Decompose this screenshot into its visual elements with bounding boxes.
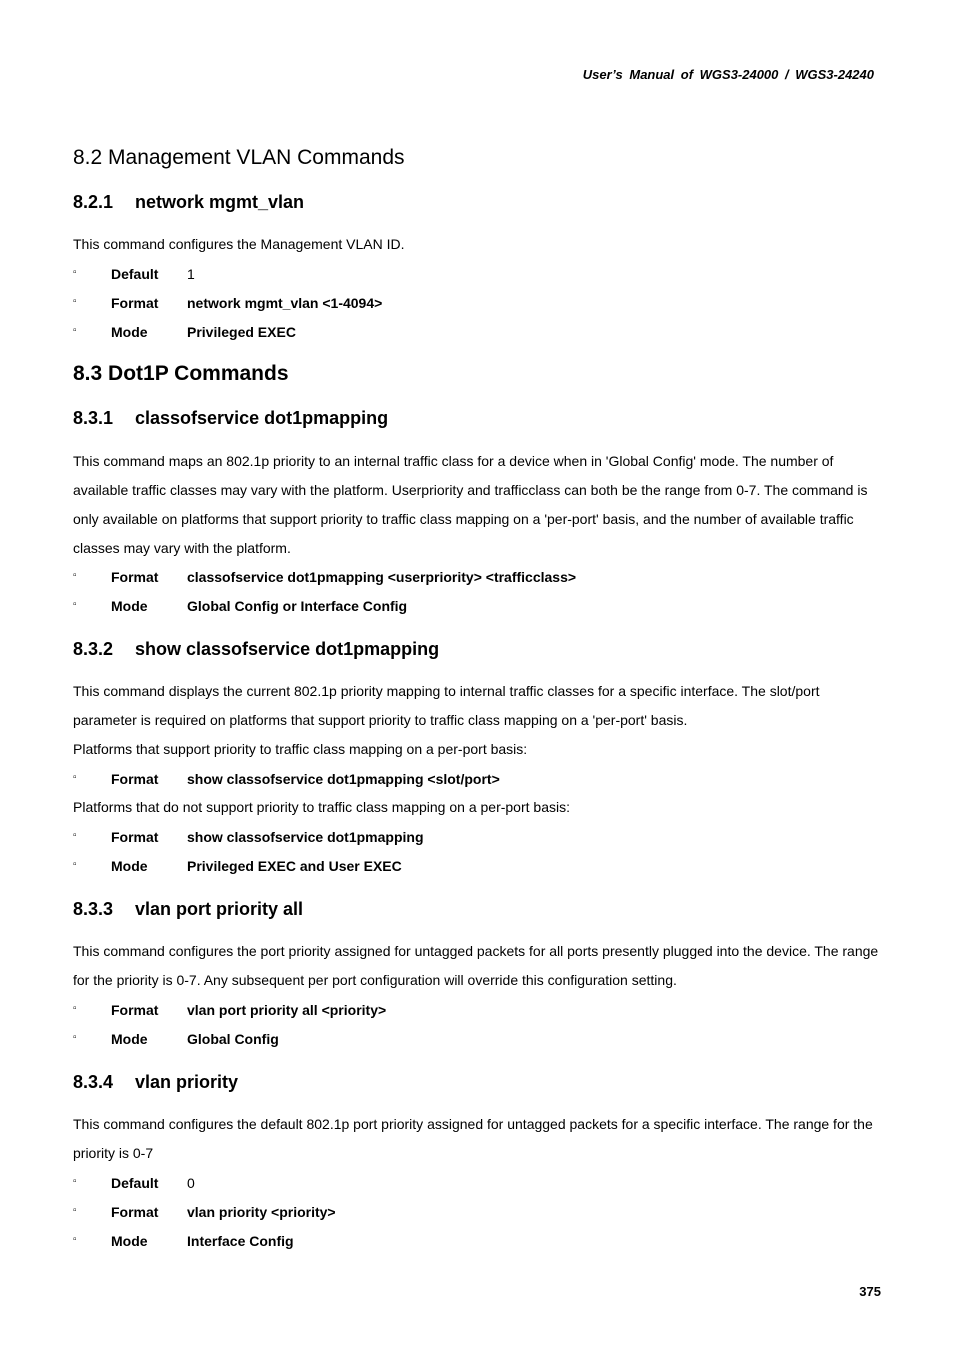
- item-value: show classofservice dot1pmapping <slot/port>: [187, 771, 500, 787]
- item-value: classofservice dot1pmapping <userpriority> <trafficclass>: [187, 569, 577, 585]
- bullet-icon: ▫: [73, 1205, 77, 1216]
- page-number: 375: [859, 1284, 881, 1299]
- list-item: [73, 598, 883, 618]
- bullet-icon: ▫: [73, 1003, 77, 1014]
- item-value: 1: [187, 266, 195, 282]
- item-value: network mgmt_vlan <1-4094>: [187, 295, 383, 311]
- bullet-icon: ▫: [73, 1032, 77, 1043]
- bullet-icon: ▫: [73, 859, 77, 870]
- item-key: Mode: [111, 1031, 148, 1047]
- item-key: Format: [111, 771, 159, 787]
- item-key: Format: [111, 1204, 159, 1220]
- list-item: [73, 1002, 883, 1022]
- item-key: Format: [111, 569, 159, 585]
- section-heading-8-2: 8.2 Management VLAN Commands: [73, 146, 405, 169]
- item-value: Global Config: [187, 1031, 279, 1047]
- subsection-title: classofservice dot1pmapping: [135, 408, 389, 428]
- paragraph: This command configures the port priority assigned for untagged packets for all ports presently plugged into the device. The range for the priority is 0-7. Any subsequent per port configuration will override this configuration setting.: [73, 943, 879, 988]
- item-key: Format: [111, 829, 159, 845]
- list-item: [73, 569, 883, 589]
- bullet-icon: ▫: [73, 599, 77, 610]
- bullet-icon: ▫: [73, 267, 77, 278]
- subsection-title: vlan port priority all: [135, 899, 304, 919]
- item-value: Privileged EXEC: [187, 324, 296, 340]
- item-value: Global Config or Interface Config: [187, 598, 408, 614]
- item-value: vlan port priority all <priority>: [187, 1002, 387, 1018]
- item-key: Mode: [111, 598, 148, 614]
- paragraph: This command configures the Management VLAN ID.: [73, 236, 405, 252]
- bullet-icon: ▫: [73, 570, 77, 581]
- item-value: show classofservice dot1pmapping: [187, 829, 424, 845]
- subsection-heading-8-2-1: [73, 192, 304, 213]
- paragraph: Platforms that support priority to traffic class mapping on a per-port basis:: [73, 741, 528, 757]
- list-item: [73, 1175, 883, 1195]
- item-key: Format: [111, 295, 159, 311]
- section-heading-8-3: 8.3 Dot1P Commands: [73, 362, 289, 385]
- subsection-title: network mgmt_vlan: [135, 192, 305, 212]
- list-item: [73, 1233, 883, 1253]
- subsection-number: 8.3.1: [73, 408, 114, 428]
- bullet-icon: ▫: [73, 772, 77, 783]
- list-item: [73, 324, 883, 344]
- subsection-number: 8.3.4: [73, 1072, 114, 1092]
- paragraph: This command displays the current 802.1p priority mapping to internal traffic classes for a specific interface. The slot/port parameter is required on platforms that support priority to traffic class mapping on a 'per-port' basis.: [73, 683, 820, 728]
- item-value: Interface Config: [187, 1233, 294, 1249]
- item-key: Mode: [111, 1233, 148, 1249]
- item-value: Privileged EXEC and User EXEC: [187, 858, 402, 874]
- list-item: [73, 266, 883, 286]
- subsection-heading-8-3-4: [73, 1072, 238, 1093]
- subsection-heading-8-3-2: [73, 639, 439, 660]
- bullet-icon: ▫: [73, 296, 77, 307]
- item-key: Mode: [111, 324, 148, 340]
- bullet-icon: ▫: [73, 1176, 77, 1187]
- item-value: 0: [187, 1175, 195, 1191]
- list-item: [73, 1204, 883, 1224]
- item-key: Default: [111, 1175, 159, 1191]
- list-item: [73, 829, 883, 849]
- paragraph: This command configures the default 802.1p port priority assigned for untagged packets for a specific interface. The range for the priority is 0-7: [73, 1116, 873, 1161]
- subsection-heading-8-3-3: [73, 899, 303, 920]
- subsection-title: show classofservice dot1pmapping: [135, 639, 440, 659]
- paragraph: Platforms that do not support priority to traffic class mapping on a per-port basis:: [73, 799, 570, 815]
- subsection-heading-8-3-1: [73, 408, 388, 429]
- list-item: [73, 295, 883, 315]
- subsection-title: vlan priority: [135, 1072, 239, 1092]
- list-item: [73, 771, 883, 791]
- item-value: vlan priority <priority>: [187, 1204, 336, 1220]
- running-header: User’s Manual of WGS3-24000 / WGS3-24240: [582, 67, 874, 82]
- bullet-icon: ▫: [73, 1234, 77, 1245]
- item-key: Mode: [111, 858, 148, 874]
- subsection-number: 8.3.3: [73, 899, 114, 919]
- bullet-icon: ▫: [73, 325, 77, 336]
- subsection-number: 8.3.2: [73, 639, 114, 659]
- paragraph: This command maps an 802.1p priority to an internal traffic class for a device when in 'Global Config' mode. The number of available traffic classes may vary with the platform. Userpriority and trafficclass can both be the range from 0-7. The command is only available on platforms that support priority to traffic class mapping on a 'per-port' basis, and the number of available traffic classes may vary with the platform.: [73, 453, 868, 556]
- list-item: [73, 858, 883, 878]
- subsection-number: 8.2.1: [73, 192, 114, 212]
- item-key: Default: [111, 266, 159, 282]
- list-item: [73, 1031, 883, 1051]
- item-key: Format: [111, 1002, 159, 1018]
- bullet-icon: ▫: [73, 830, 77, 841]
